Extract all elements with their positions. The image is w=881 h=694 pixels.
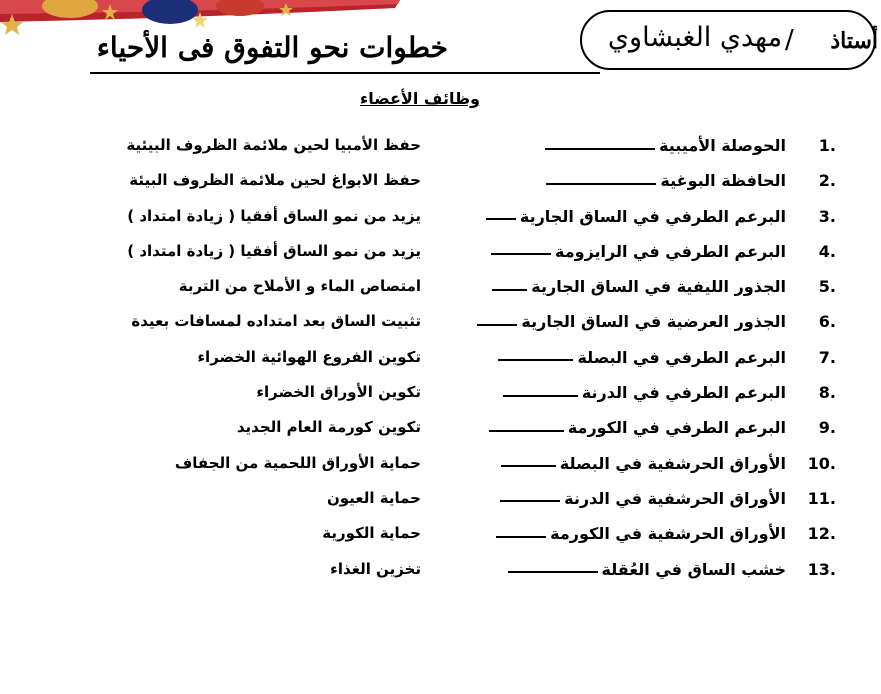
item-number: 12. [807,524,836,544]
item-number: 3. [818,206,836,226]
organ-name: الأوراق الحرشفية في الدرنة [500,481,786,516]
organ-function: حفظ الابواغ لحين ملائمة الظروف البيئة [129,171,421,190]
list-item [0,552,881,587]
organ-function: امتصاص الماء و الأملاح من التربة [178,277,421,296]
item-number: 7. [818,347,836,367]
list-item [0,269,881,304]
item-number: 13. [807,559,836,579]
organ-function: حماية الكورية [322,524,421,543]
organ-function: حماية العيون [326,488,421,507]
dash-line [546,183,656,185]
list-item [0,340,881,375]
dash-line [491,253,551,255]
section-heading: وظائف الأعضاء [360,89,480,108]
item-number: 10. [807,453,836,473]
organ-function: تكوين الأوراق الخضراء [256,383,421,402]
item-number: 4. [818,241,836,261]
organ-function: تكوين كورمة العام الجديد [236,418,421,437]
author-label: أستاذ [830,28,878,54]
author-name: مهدي الغبشاوي [607,22,783,53]
dash-line [486,218,516,220]
item-number: 8. [818,383,836,403]
item-number: 6. [818,312,836,332]
dash-line [503,395,578,397]
dash-line [477,324,517,326]
organ-name: الحافظة البوغية [546,163,786,198]
list-item [0,481,881,516]
dash-line [545,148,655,150]
list-item [0,446,881,481]
dash-line [489,430,564,432]
item-number: 2. [818,171,836,191]
organ-function: حفظ الأمبيا لحين ملائمة الظروف البيئية [126,136,421,154]
list-item [0,304,881,339]
list-item [0,410,881,445]
organ-name: الأوراق الحرشفية في الكورمة [496,516,786,551]
dash-line [492,289,527,291]
item-number: 11. [807,488,836,508]
header-divider [90,72,600,74]
organ-name: البرعم الطرفي في الرايزومة [491,234,786,269]
organ-name: الحوصلة الأميبية [545,128,786,163]
organ-function: تخزين الغذاء [330,559,421,578]
dash-line [498,359,573,361]
organ-name: البرعم الطرفي في الدرنة [503,375,786,410]
organ-name: البرعم الطرفي في البصلة [498,340,786,375]
organ-function-list [0,128,881,587]
organ-name: البرعم الطرفي في الكورمة [489,410,786,445]
author-slash: / [785,25,794,55]
item-number: 5. [818,277,836,297]
organ-function: حماية الأوراق اللحمية من الجفاف [174,453,421,472]
item-number: 9. [818,418,836,438]
list-item [0,375,881,410]
organ-function: تكوين الفروع الهوائية الخضراء [197,347,421,366]
list-item [0,163,881,198]
organ-name: الجذور الليفية في الساق الجارية [492,269,786,304]
dash-line [500,500,560,502]
organ-name: البرعم الطرفي في الساق الجارية [486,199,786,234]
dash-line [496,536,546,538]
dash-line [501,465,556,467]
organ-function: يزيد من نمو الساق أفقيا ( زيادة امتداد ) [127,206,421,225]
organ-name: الجذور العرضية في الساق الجارية [477,304,786,339]
list-item [0,199,881,234]
organ-name: خشب الساق في العُقلة [508,552,786,587]
organ-function: يزيد من نمو الساق أفقيا ( زيادة امتداد ) [127,241,421,260]
page-title: خطوات نحو التفوق فى الأحياء [96,31,448,64]
list-item [0,234,881,269]
item-number: 1. [818,136,836,155]
organ-name: الأوراق الحرشفية في البصلة [501,446,786,481]
dash-line [508,571,598,573]
list-item [0,128,881,163]
organ-function: تثبيت الساق بعد امتداده لمسافات بعيدة [131,312,421,331]
list-item [0,516,881,551]
